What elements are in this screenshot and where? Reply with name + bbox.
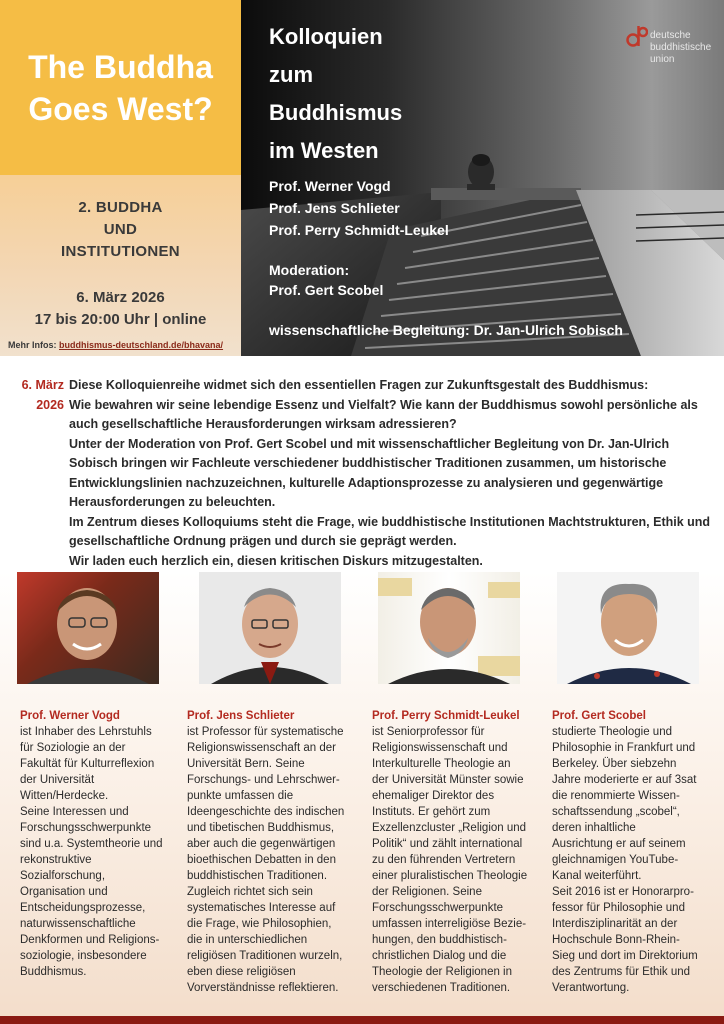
speaker-bio-1: ist Inhaber des Lehrstuhls für Soziologie an der Fakultät für Kulturreflexion der Universität Witten/Herdecke. Seine Interessen und Forschungsschwerpunkte sind u.a. Systemtheorie und rekonstruktive Sozialforschung, Organisation und Entscheidungsprozesse, naturwissenschaftliche Denkformen und Religions- soziologie, insbesondere Buddhismus. bbox=[20, 726, 163, 978]
speaker-name-4: Prof. Gert Scobel bbox=[552, 710, 646, 722]
dbu-logo-icon bbox=[626, 22, 648, 52]
speaker-name-3: Prof. Perry Schmidt-Leukel bbox=[372, 710, 520, 722]
speaker-bio-2: ist Professor für systematische Religionswissenschaft an der Universität Bern. Seine Forschungs- und Lehrschwer- punkte umfassen die Ideengeschichte des indischen und tibetischen Buddhismus, aber auch die gegenwärtigen bioethischen Debatten in den buddhistischen Traditionen. Zugleich richtet sich sein systematisches Interesse auf die Frage, wie Philosophien, die in unterschiedlichen religiösen Traditionen wurzeln, eben diese religiösen Vorverständnisse reflektieren. bbox=[187, 726, 345, 994]
person-avatar-icon bbox=[557, 572, 699, 684]
speaker-bio-4: studierte Theologie und Philosophie in Frankfurt und Berkeley. Über siebzehn Jahre moderierte er auf 3sat die renommierte Wissen- schaftssendung „scobel“, deren inhaltliche Ausrichtung er auf seinem gleichnamigen YouTube- Kanal weiterführt. Seit 2016 ist er Honorarpro- fessor für Philosophie und Interdisziplinarität an der Hochschule Bonn-Rhein- Sieg und dort im Direktorium des Zentrums für Ethik und Verantwortung. bbox=[552, 726, 698, 994]
speakers-section bbox=[0, 572, 724, 1024]
speaker-name-1: Prof. Werner Vogd bbox=[20, 710, 120, 722]
series-title: Kolloquien zum Buddhismus im Westen bbox=[269, 24, 403, 163]
buddha-stairs-photo bbox=[241, 0, 724, 356]
portrait-gert-scobel bbox=[557, 572, 699, 684]
session-title: 2. BUDDHA UND INSTITUTIONEN bbox=[61, 199, 180, 260]
portrait-werner-vogd bbox=[17, 572, 159, 684]
more-info-link[interactable]: buddhismus-deutschland.de/bhavana/ bbox=[59, 340, 224, 350]
intro-text: Diese Kolloquienreihe widmet sich den essentiellen Fragen zur Zukunftsgestalt des Buddhismus: Wie bewahren wir seine lebendige Essenz und Vielfalt? Wie kann der Buddhismus sowohl persönliche als auch gesellschaftliche Herausforderungen wirksam adressieren? Unter der Moderation von Prof. Gert Scobel und mit wissenschaftlicher Begleitung von Dr. Jan-Ulrich Sobisch bringen wir Fachleute verschiedener buddhistischer Traditionen zusammen, um historische Entwicklungslinien nachzuzeichnen, kulturelle Adaptionsprozesse zu analysieren und gegenwärtige Herausforderungen zu beleuchten. Im Zentrum dieses Kolloquiums steht die Frage, wie buddhistische Institutionen Machtstrukturen, Ethik und gesellschaftliche Ordnung prägen und durch sie geprägt werden. Wir laden euch herzlich ein, diesen kritischen Diskurs mitzugestalten. bbox=[69, 378, 711, 568]
footer-bar bbox=[0, 1016, 724, 1024]
speaker-bio-3: ist Seniorprofessor für Religionswissenschaft und Interkulturelle Theologie an der Universität Münster sowie ehemaliger Direktor des Instituts. Er gehört zum Exzellenzcluster „Religion und Politik“ und zählt international zu den führenden Vertretern einer pluralistischen Theologie der Religionen. Seine Forschungsschwerpunkte umfassen interreligiöse Bezie- hungen, den buddhistisch- christlichen Dialog und die Theologie der Religionen in verschiedenen Traditionen. bbox=[372, 726, 528, 994]
event-time: 17 bis 20:00 Uhr | online bbox=[34, 311, 207, 328]
intro-date: 6. März 2026 bbox=[21, 378, 64, 412]
event-info-panel bbox=[0, 175, 241, 356]
portrait-jens-schlieter bbox=[199, 572, 341, 684]
person-avatar-icon bbox=[17, 572, 159, 684]
logo-text: deutsche buddhistische union bbox=[650, 30, 712, 65]
speaker-name-2: Prof. Jens Schlieter bbox=[187, 710, 295, 722]
event-date: 6. März 2026 bbox=[76, 289, 165, 306]
person-avatar-icon bbox=[199, 572, 341, 684]
header bbox=[0, 0, 724, 356]
scientific-support: wissenschaftliche Begleitung: Dr. Jan-Ulrich Sobisch bbox=[269, 322, 623, 338]
speaker-list: Prof. Werner Vogd Prof. Jens Schlieter Prof. Perry Schmidt-Leukel bbox=[269, 178, 449, 238]
dbu-logo bbox=[626, 22, 721, 82]
person-avatar-icon bbox=[378, 572, 520, 684]
main-title: The Buddha Goes West? bbox=[28, 48, 213, 127]
title-panel bbox=[0, 0, 241, 175]
portrait-perry-schmidt-leukel bbox=[378, 572, 520, 684]
more-info-label: Mehr Infos: bbox=[8, 340, 57, 350]
more-info bbox=[8, 340, 223, 350]
moderation-info: Moderation: Prof. Gert Scobel bbox=[269, 262, 384, 298]
event-datetime bbox=[0, 287, 241, 331]
